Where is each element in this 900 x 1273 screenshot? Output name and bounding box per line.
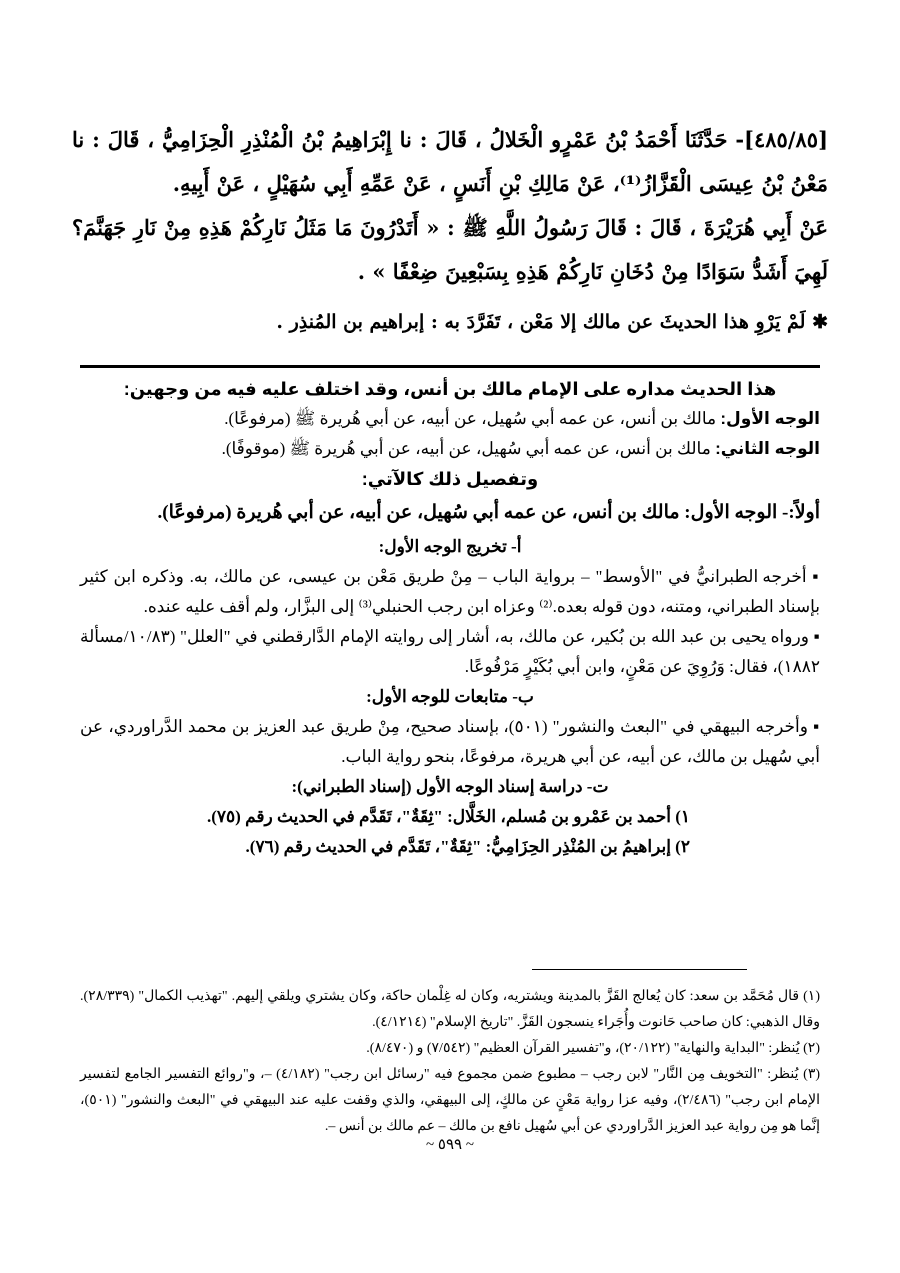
variant-one	[80, 404, 820, 434]
narrator-item-1: ١) أحمد بن عَمْرو بن مُسلم، الخَلَّال: "ثِقَةٌ"، تَقَدَّم في الحديث رقم (٧٥).	[206, 807, 690, 826]
section-divider	[80, 365, 820, 368]
variant-one-label: الوجه الأول:	[720, 409, 820, 428]
hadith-matn: عَنْ أَبِي هُرَيْرَةَ ، قَالَ : قَالَ رَسُولُ اللَّهِ ﷺ : « أَتَدْرُونَ مَا مَثَلُ نَارِكُمْ هَذِهِ مِنْ نَارِ جَهَنَّمَ؟ لَهِيَ أَشَدُّ سَوَادًا مِنْ دُخَانِ نَارِكُمْ هَذِهِ بِسَبْعِينَ ضِعْفًا » .	[72, 215, 828, 284]
variant-two	[80, 434, 820, 464]
narrators-list	[80, 802, 820, 862]
footnote-1: (١) قال مُحَمَّد بن سعد: كان يُعالج القَزَّ بالمدينة ويشتريه، وكان له غِلْمان حاكة، وكان يشتري ويلقي إليهم. "تهذيب الكمال" (٢٨/٣٣٩). وقال الذهبي: كان صاحب حَانوت وأُجَراء ينسجون القَزَّ. "تاريخ الإسلام" (٤/١٢١٤).	[80, 989, 820, 1030]
variant-two-text: مالك بن أنس، عن عمه أبي سُهيل، عن أبيه، عن أبي هُريرة ﷺ (موقوفًا).	[221, 439, 711, 458]
takhrij-study	[80, 374, 820, 862]
subheading-takhrij: أ- تخريج الوجه الأول:	[378, 537, 522, 556]
footnote-divider	[532, 969, 747, 970]
narrator-item-2: ٢) إبراهيمُ بن المُنْذِر الحِزَامِيُّ: "ثِقَةٌ"، تَقَدَّم في الحديث رقم (٧٦).	[245, 837, 690, 856]
hadith-tafarrud-note: ✱ لَمْ يَرْوِ هذا الحديثَ عن مالك إلا مَعْن ، تَفَرَّدَ به : إبراهيم بن المُنذِر .	[276, 311, 828, 333]
subheading-isnad-study: ت- دراسة إسناد الوجه الأول (إسناد الطبراني):	[291, 777, 609, 796]
footnote-2: (٢) يُنظر: "البداية والنهاية" (٢٠/١٢٢)، و"تفسير القرآن العظيم" (٧/٥٤٢) و (٨/٤٧٠).	[366, 1041, 820, 1056]
first-variant-heading: أولاً:- الوجه الأول: مالك بن أنس، عن عمه أبي سُهيل، عن أبيه، عن أبي هُريرة (مرفوعًا).	[157, 502, 820, 523]
hadith-isnad: [٤٨٥/٨٥]- حَدَّثَنَا أَحْمَدُ بْنُ عَمْرٍو الْخَلالُ ، قَالَ : نا إِبْرَاهِيمُ بْنُ الْمُنْذِرِ الْحِزَامِيُّ ، قَالَ : نا مَعْنُ بْنُ عِيسَى الْقَزَّازُ⁽¹⁾، عَنْ مَالِكِ بْنِ أَنَسٍ ، عَنْ عَمِّهِ أَبِي سُهَيْلٍ ، عَنْ أَبِيهِ.	[72, 127, 828, 196]
variant-two-label: الوجه الثاني:	[715, 439, 820, 458]
paragraph-bayhaqi: ▪ وأخرجه البيهقي في "البعث والنشور" (٥٠١)، بإسناد صحيح، مِنْ طريق عبد العزيز بن محمد الدَّراوردي، عن أبي سُهيل بن مالك، عن أبيه، عن أبي هريرة، مرفوعًا، بنحو رواية الباب.	[80, 712, 820, 772]
hadith-text	[72, 118, 828, 344]
footnotes	[80, 984, 820, 1140]
paragraph-tabarani: ▪ أخرجه الطبرانيُّ في "الأوسط" – برواية الباب – مِنْ طريق مَعْن بن عيسى، عن مالك، به. وذكره ابن كثير بإسناد الطبراني، ومتنه، دون قوله بعده.⁽²⁾ وعزاه ابن رجب الحنبلي⁽³⁾ إلى البزَّار، ولم أقف عليه عنده.	[80, 562, 820, 622]
detail-heading: وتفصيل ذلك كالآتي:	[361, 469, 539, 489]
paragraph-daraqutni: ▪ ورواه يحيى بن عبد الله بن بُكير، عن مالك، به، أشار إلى روايته الإمام الدَّارقطني في "العلل" (١٠/٨٣/مسألة ١٨٨٢)، فقال: وَرُوِيَ عن مَعْنٍ، وابن أبي بُكَيْرٍ مَرْفُوعًا.	[80, 622, 820, 682]
subheading-mutabaat: ب- متابعات للوجه الأول:	[366, 687, 534, 706]
footnote-3: (٣) يُنظر: "التخويف مِن النَّار" لابن رجب – مطبوع ضمن مجموع فيه "رسائل ابن رجب" (٤/١٨٢) –، و"روائع التفسير الجامع لتفسير الإمام ابن رجب" (٢/٤٨٦)، وفيه عزا رواية مَعْنٍ عن مالكٍ، إلى البيهقي، والذي وقفت عليه عند البيهقي في "البعث والنشور" (٥٠١)، إنَّما هو مِن رواية عبد العزيز الدَّراوردي عن أبي سُهيل نافع بن مالك – عم مالك بن أنس –.	[80, 1067, 821, 1134]
page-number: ~ ٥٩٩ ~	[426, 1137, 474, 1153]
intro-heading: هذا الحديث مداره على الإمام مالك بن أنس، وقد اختلف عليه فيه من وجهين:	[123, 379, 777, 399]
variant-one-text: مالك بن أنس، عن عمه أبي سُهيل، عن أبيه، عن أبي هُريرة ﷺ (مرفوعًا).	[224, 409, 717, 428]
